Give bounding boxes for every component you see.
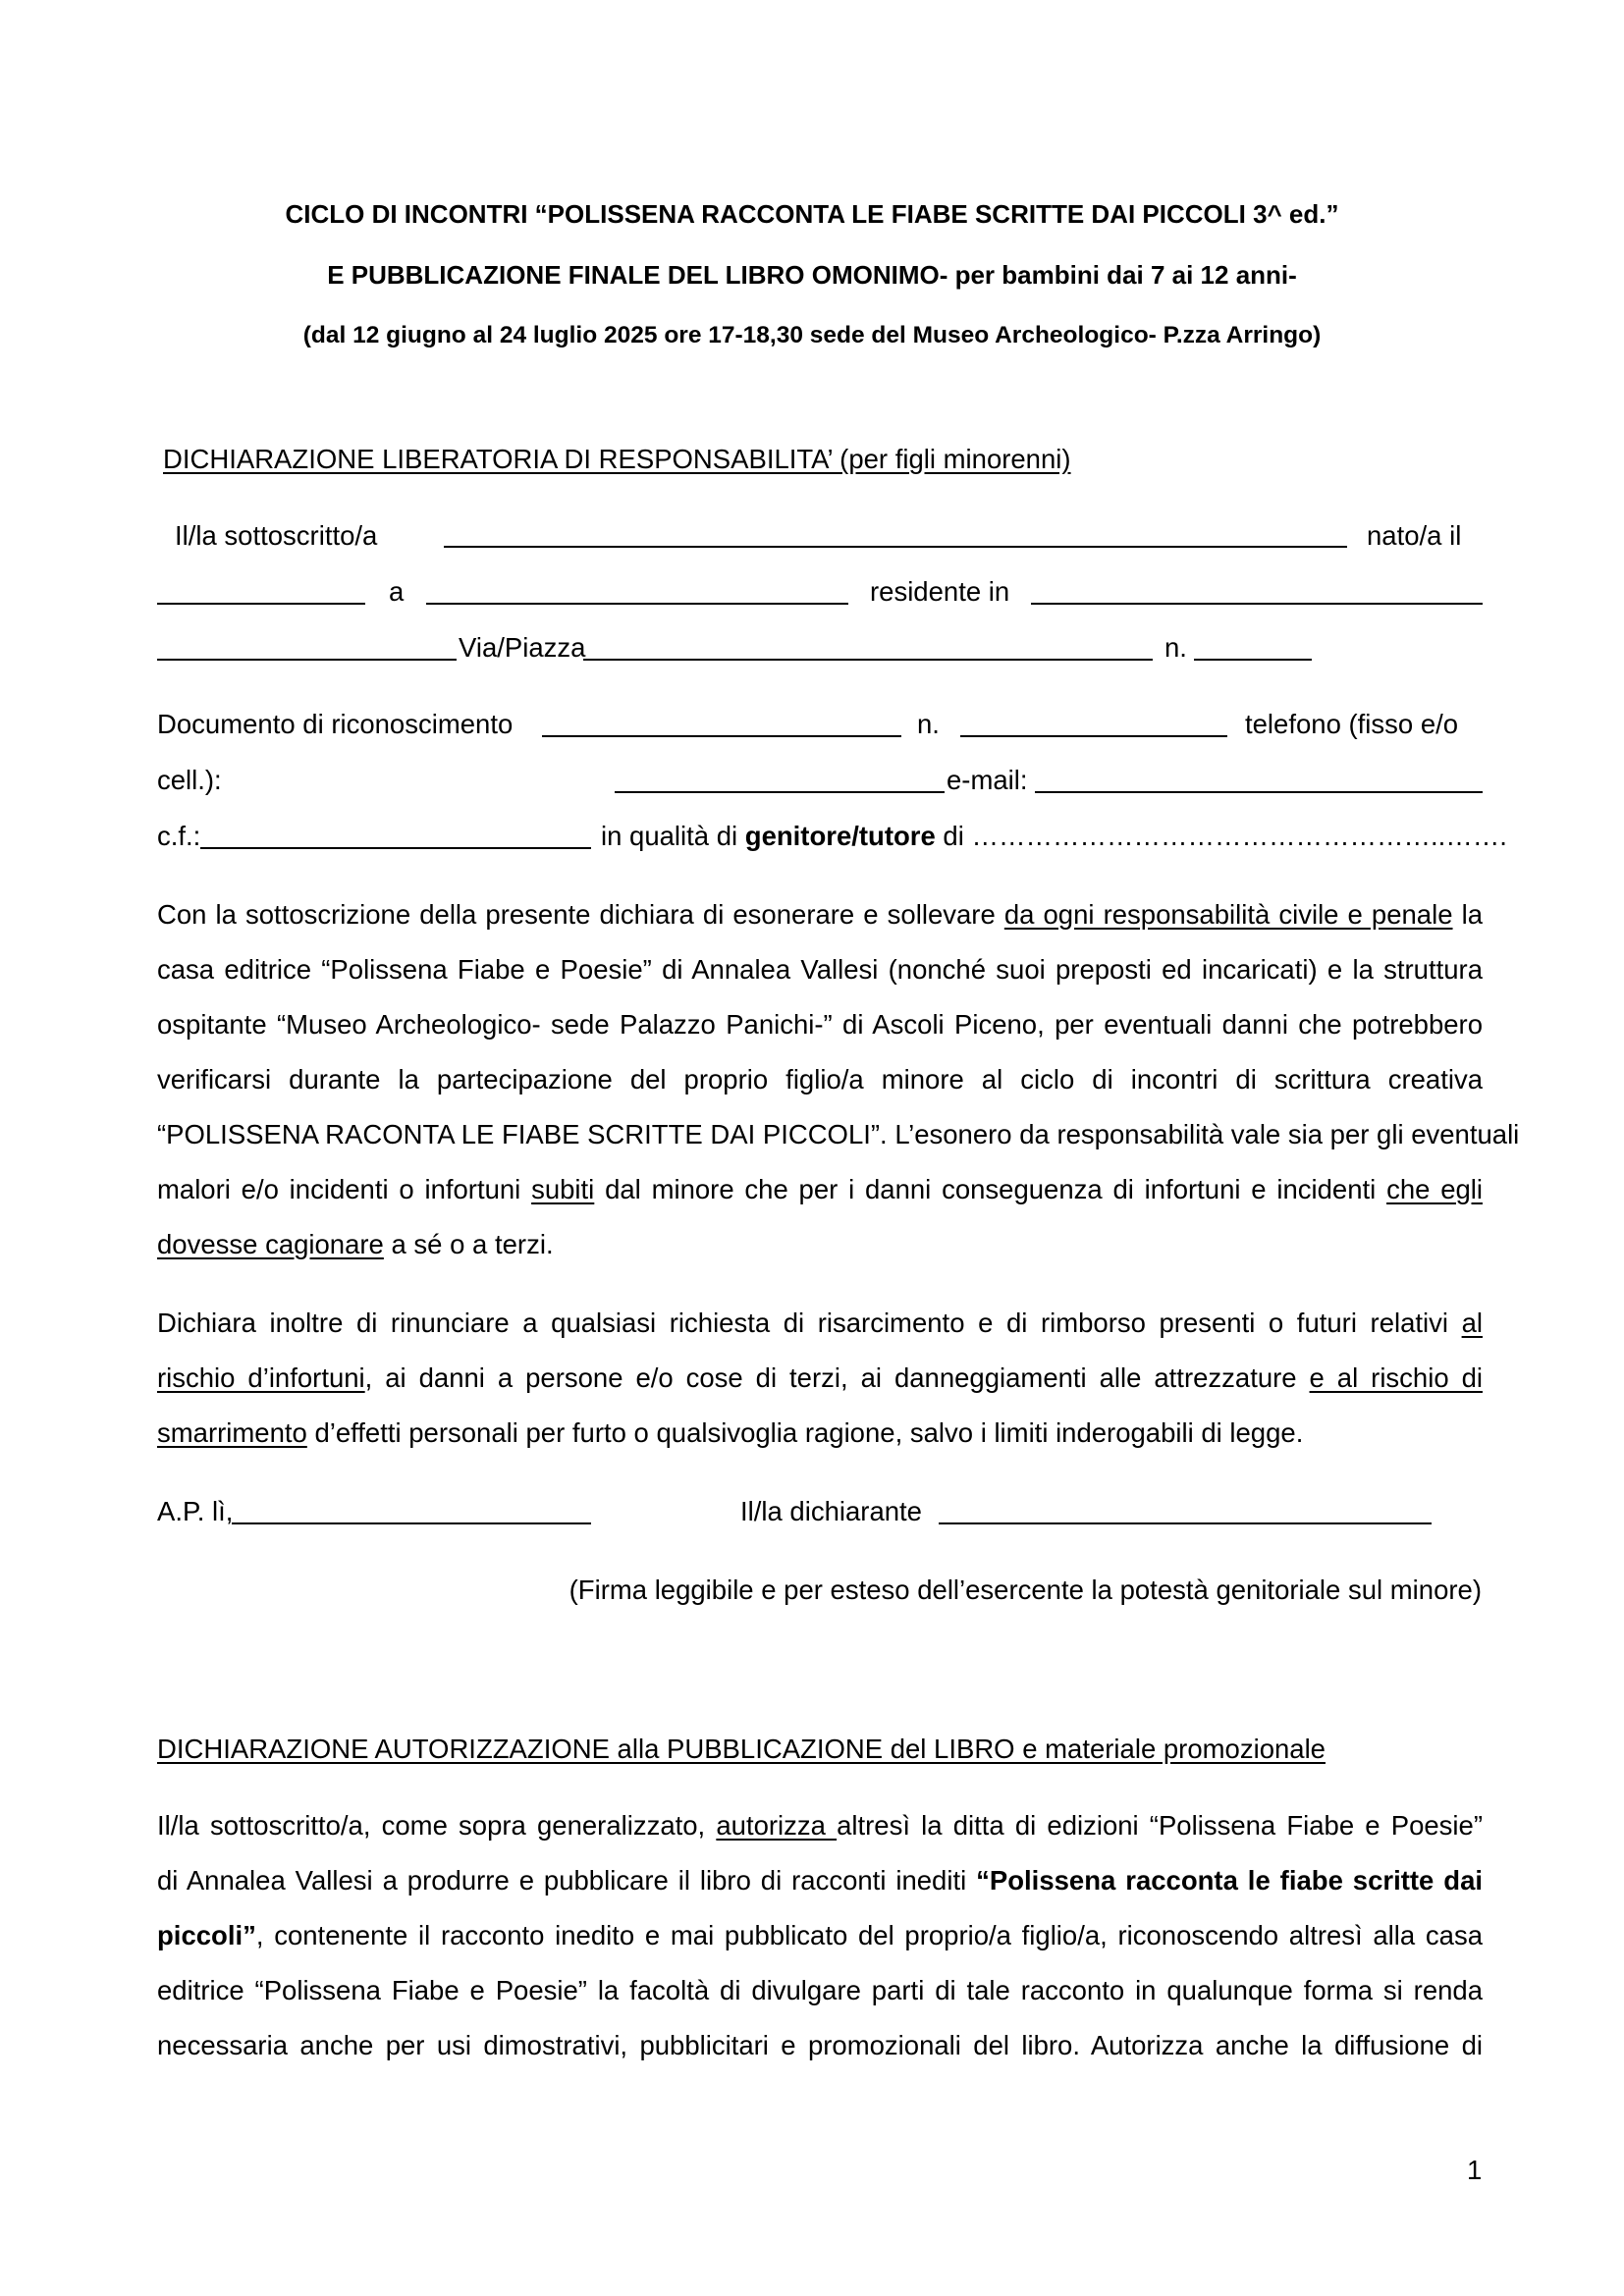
text-run: altresì la ditta di edizioni “Polissena Fiabe e Poesie” — [837, 1810, 1483, 1841]
s2-line3 — [157, 1918, 1483, 1953]
document-label: Documento di riconoscimento — [157, 709, 514, 739]
street-prefix-field[interactable] — [157, 633, 457, 661]
p2-line1 — [157, 1306, 1483, 1341]
text-run: , contenente il racconto inedito e mai pubblicato del proprio/a figlio/a, riconoscendo altresì alla casa — [255, 1920, 1483, 1950]
residence-label: residente in — [870, 576, 1010, 607]
text-run: Con la sottoscrizione della presente dichiara di esonerare e sollevare — [157, 899, 1004, 930]
phone-label: telefono (fisso e/o — [1245, 709, 1459, 739]
page-number: 1 — [1467, 2155, 1483, 2185]
residence-field[interactable] — [1031, 577, 1483, 605]
guardian-prefix: in qualità di — [601, 821, 745, 851]
signature-field[interactable] — [939, 1497, 1432, 1524]
text-run: d’effetti personali per furto o qualsivoglia ragione, salvo i limiti inderogabili di legge. — [306, 1417, 1304, 1448]
text-run: Dichiara inoltre di rinunciare a qualsiasi richiesta di risarcimento e di rimborso presenti o futuri relativi — [157, 1308, 1462, 1338]
signature-note: (Firma leggibile e per esteso dell’esercente la potestà genitoriale sul minore) — [568, 1575, 1482, 1605]
text-run: la — [1452, 899, 1484, 930]
p1-line6 — [157, 1172, 1483, 1207]
s2-line2 — [157, 1863, 1483, 1898]
declarant-label: Il/la dichiarante — [740, 1496, 922, 1526]
text-run: Il/la sottoscritto/a, come sopra generalizzato, — [157, 1810, 717, 1841]
undersigned-name-field[interactable] — [444, 520, 1347, 548]
undersigned-label: Il/la sottoscritto/a — [175, 520, 378, 551]
birthplace-label: a — [389, 576, 405, 607]
text-run: di Annalea Vallesi a produrre e pubblicare il libro di racconti inediti — [157, 1865, 977, 1896]
header-title-line2: E PUBBLICAZIONE FINALE DEL LIBRO OMONIMO- per bambini dai 7 ai 12 anni- — [327, 260, 1297, 290]
cell-label: cell.): — [157, 765, 222, 795]
p1-line4: verificarsi durante la partecipazione del proprio figlio/a minore al ciclo di incontri di scrittura creativa — [157, 1064, 1483, 1095]
header-title-line1: CICLO DI INCONTRI “POLISSENA RACCONTA LE FIABE SCRITTE DAI PICCOLI 3^ ed.” — [285, 199, 1339, 229]
document-number-field[interactable] — [960, 710, 1227, 737]
text-run-underlined: autorizza — [716, 1810, 838, 1841]
street-number-label: n. — [1164, 632, 1187, 663]
place-date-label: A.P. lì, — [157, 1496, 234, 1526]
text-run-underlined: e al rischio di — [1309, 1362, 1483, 1393]
s2-line4: editrice “Polissena Fiabe e Poesie” la facoltà di divulgare parti di tale racconto in qualunque forma si renda — [157, 1975, 1483, 2005]
document-number-label: n. — [917, 709, 940, 739]
birthplace-field[interactable] — [426, 577, 848, 605]
p1-line3: ospitante “Museo Archeologico- sede Palazzo Panichi-” di Ascoli Piceno, per eventuali danni che potrebbero — [157, 1009, 1483, 1040]
street-number-field[interactable] — [1194, 633, 1312, 661]
text-run-underlined: rischio d’infortuni — [157, 1362, 365, 1393]
text-run-underlined: al — [1461, 1308, 1483, 1338]
born-label: nato/a il — [1367, 520, 1462, 551]
email-field[interactable] — [1035, 766, 1483, 793]
p1-line5: “POLISSENA RACONTA LE FIABE SCRITTE DAI PICCOLI”. L’esonero da responsabilità vale sia per gli eventuali — [157, 1119, 1520, 1149]
text-run: a sé o a terzi. — [383, 1229, 554, 1259]
text-run-underlined: smarrimento — [157, 1417, 307, 1448]
authorization-section-title: DICHIARAZIONE AUTORIZZAZIONE alla PUBBLICAZIONE del LIBRO e materiale promozionale — [157, 1734, 1326, 1764]
tax-code-label: c.f.: — [157, 821, 201, 851]
p2-line3 — [157, 1415, 1483, 1451]
email-label: e-mail: — [947, 765, 1028, 795]
text-run: dal minore che per i danni conseguenza di infortuni e incidenti — [594, 1174, 1387, 1204]
text-run-underlined: dovesse cagionare — [157, 1229, 384, 1259]
book-title-bold: piccoli” — [157, 1920, 256, 1950]
s2-line5: necessaria anche per usi dimostrativi, pubblicitari e promozionali del libro. Autorizza anche la diffusione di — [157, 2030, 1483, 2060]
book-title-bold: “Polissena racconta le fiabe scritte dai — [976, 1865, 1483, 1896]
p1-line2: casa editrice “Polissena Fiabe e Poesie” di Annalea Vallesi (nonché suoi preposti ed incaricati) e la struttura — [157, 954, 1483, 985]
text-run: , ai danni a persone e/o cose di terzi, ai danneggiamenti alle attrezzature — [364, 1362, 1310, 1393]
text-run-underlined: subiti — [531, 1174, 595, 1204]
text-run-underlined: da ogni responsabilità civile e penale — [1003, 899, 1453, 930]
street-field[interactable] — [583, 633, 1153, 661]
guardian-line — [601, 819, 1507, 854]
liability-section-title: DICHIARAZIONE LIBERATORIA DI RESPONSABILITA’ (per figli minorenni) — [163, 444, 1071, 474]
tax-code-field[interactable] — [200, 822, 591, 849]
street-label: Via/Piazza — [459, 632, 586, 663]
birth-date-field[interactable] — [157, 577, 365, 605]
text-run: malori e/o incidenti o infortuni — [157, 1174, 532, 1204]
p1-line7 — [157, 1227, 1483, 1262]
minor-name-dots[interactable]: di ……………………………………………..……. — [935, 821, 1507, 851]
place-date-field[interactable] — [232, 1497, 591, 1524]
p1-line1 — [157, 897, 1483, 933]
guardian-role: genitore/tutore — [744, 821, 936, 851]
document-type-field[interactable] — [542, 710, 901, 737]
p2-line2 — [157, 1361, 1483, 1396]
header-dates-line: (dal 12 giugno al 24 luglio 2025 ore 17-18,30 sede del Museo Archeologico- P.zza Arringo) — [302, 322, 1322, 348]
phone-field[interactable] — [615, 766, 945, 793]
text-run-underlined: che egli — [1386, 1174, 1483, 1204]
s2-line1 — [157, 1808, 1483, 1843]
